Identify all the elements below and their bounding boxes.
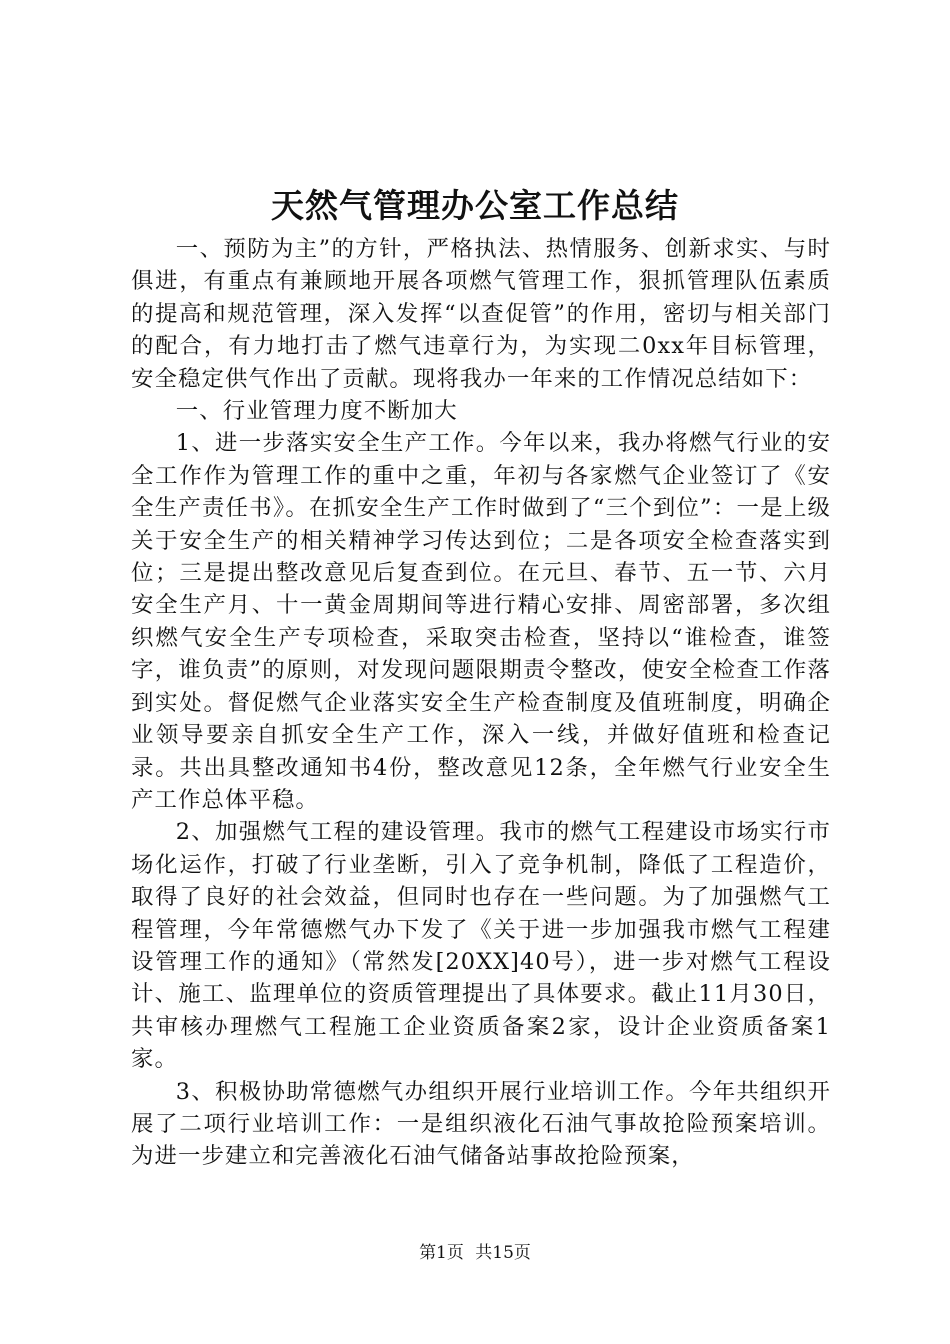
document-title: 天然气管理办公室工作总结: [271, 186, 679, 225]
page-number: 第1页: [419, 1243, 464, 1263]
page-footer: [0, 1241, 950, 1265]
paragraph-gas-engineering: 2、加强燃气工程的建设管理。我市的燃气工程建设市场实行市场化运作，打破了行业垄断，引入了竞争机制，降低了工程造价，取得了良好的社会效益，但同时也存在一些问题。为了加强燃气工程管理，今年常德燃气办下发了《关于进一步加强我市燃气工程建设管理工作的通知》（常然发[20XX]40号），进一步对燃气工程设计、施工、监理单位的资质管理提出了具体要求。截止11月30日，共审核办理燃气工程施工企业资质备案2家，设计企业资质备案1家。: [131, 819, 831, 1073]
section-heading: 一、行业管理力度不断加大: [175, 398, 458, 425]
paragraph-industry-training: 3、积极协助常德燃气办组织开展行业培训工作。今年共组织开展了二项行业培训工作：一是组织液化石油气事故抢险预案培训。为进一步建立和完善液化石油气储备站事故抢险预案，: [131, 1078, 831, 1170]
document-body: [131, 233, 831, 1173]
intro-paragraph: 一、预防为主”的方针，严格执法、热情服务、创新求实、与时俱进，有重点有兼顾地开展各项燃气管理工作，狠抓管理队伍素质的提高和规范管理，深入发挥“以查促管”的作用，密切与相关部门的配合，有力地打击了燃气违章行为，为实现二0xx年目标管理，安全稳定供气作出了贡献。现将我办一年来的工作情况总结如下：: [131, 236, 831, 392]
page-total: 共15页: [475, 1243, 531, 1263]
paragraph-safety-production: 1、进一步落实安全生产工作。今年以来，我办将燃气行业的安全工作作为管理工作的重中之重，年初与各家燃气企业签订了《安全生产责任书》。在抓安全生产工作时做到了“三个到位”：一是上级关于安全生产的相关精神学习传达到位；二是各项安全检查落实到位；三是提出整改意见后复查到位。在元旦、春节、五一节、六月安全生产月、十一黄金周期间等进行精心安排、周密部署，多次组织燃气安全生产专项检查，采取突击检查，坚持以“谁检查，谁签字，谁负责”的原则，对发现问题限期责令整改，使安全检查工作落到实处。督促燃气企业落实安全生产检查制度及值班制度，明确企业领导要亲自抓安全生产工作，深入一线，并做好值班和检查记录。共出具整改通知书4份，整改意见12条，全年燃气行业安全生产工作总体平稳。: [131, 430, 831, 813]
